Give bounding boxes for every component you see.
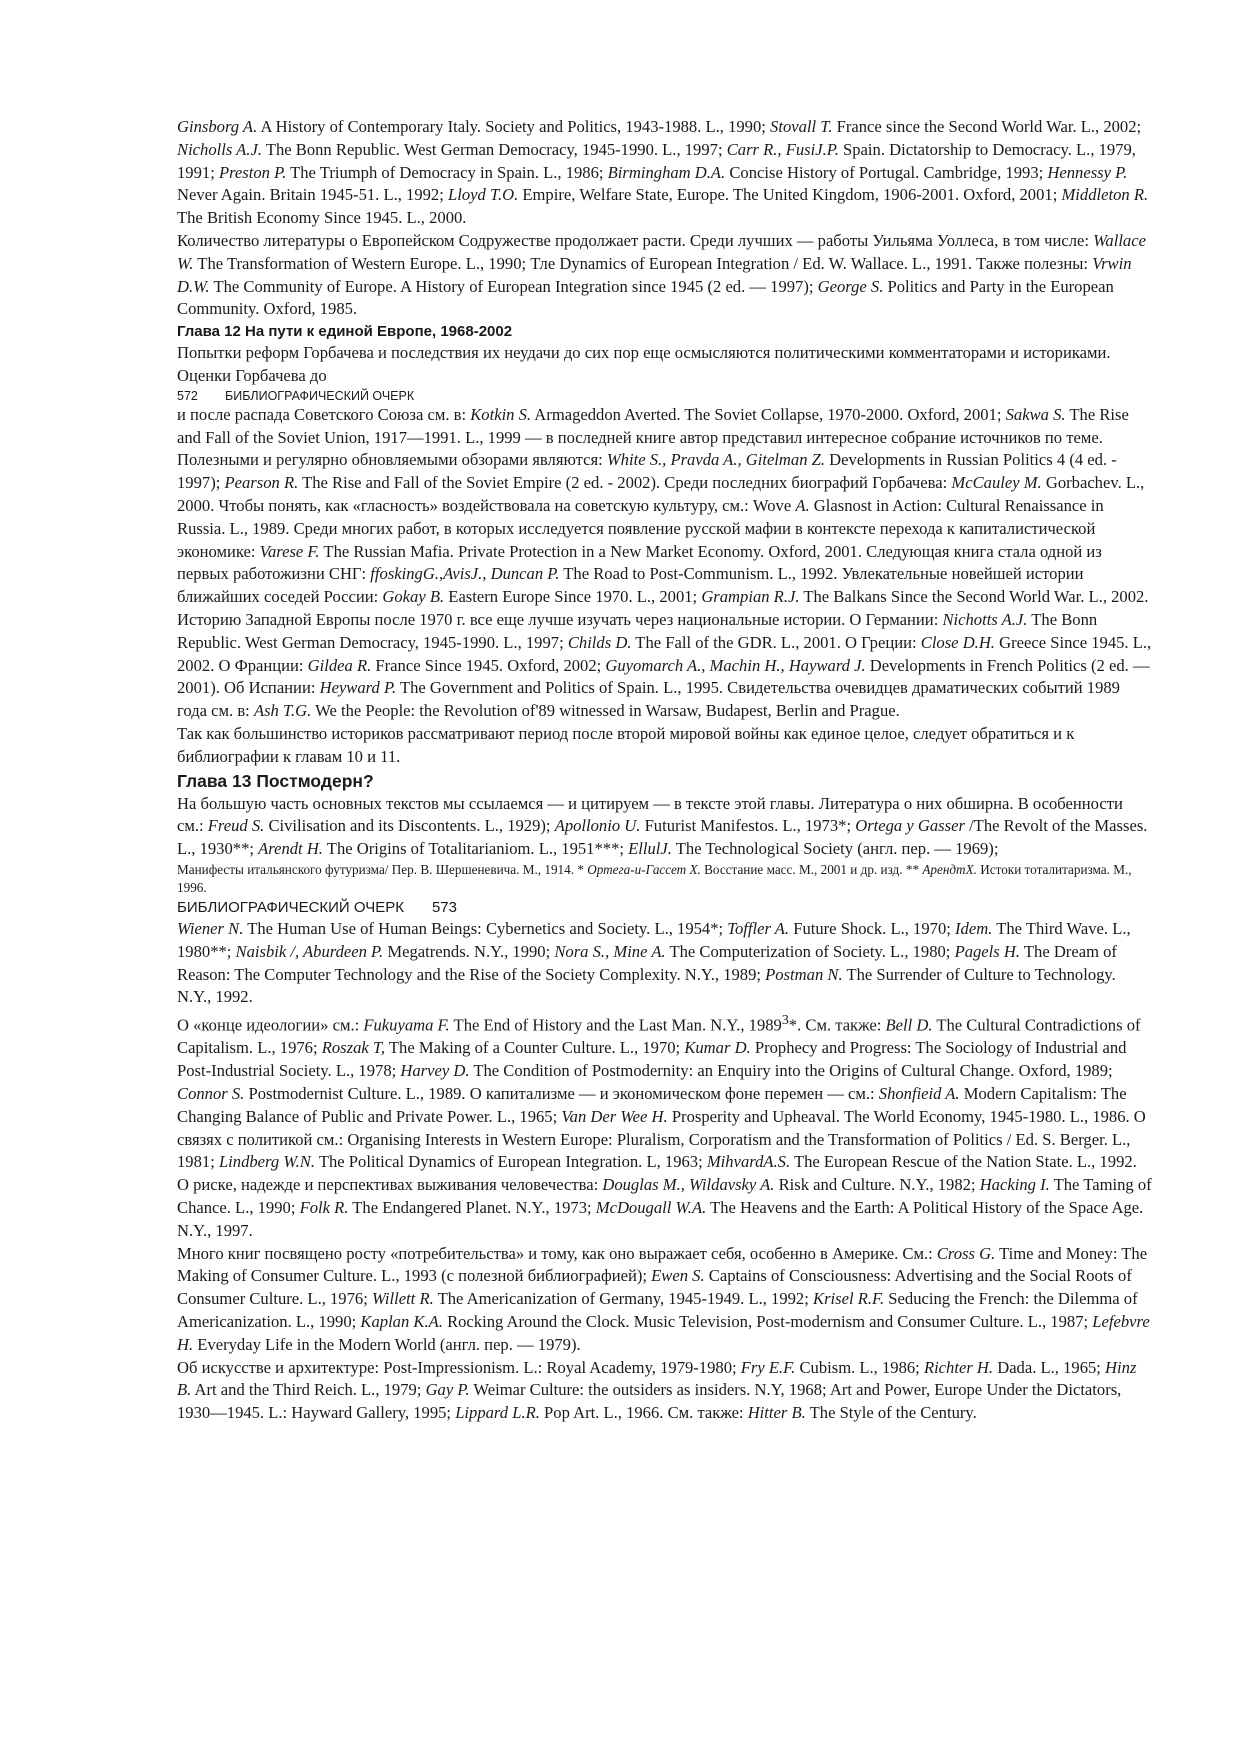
citation-text: Pop Art. L., 1966. См. также:	[539, 1403, 748, 1423]
citation-text: The Balkans Since the Second World War. L., 2002.	[799, 587, 1149, 607]
citation-text: Concise History of Portugal. Cambridge, 1993;	[725, 162, 1048, 182]
citation-text: The Government and Politics of Spain. L., 1995. Свидетельства очевидцев драматических событий 1989 года см. в:	[177, 678, 1120, 721]
citation-text: Gorbachev. L., 2000. Чтобы понять, как «гласность» воздействовала на советскую культуру, см.: Wove	[177, 473, 1145, 515]
citation-text: Историю Западной Европы после 1970 г. все еще лучше изучать через национальные истории. О Германии:	[177, 609, 943, 629]
bibliography-paragraph	[177, 609, 1152, 723]
bibliography-paragraph	[177, 230, 1152, 321]
citation-text: The Taming of Chance. L., 1990;	[177, 1175, 1152, 1217]
author-name: Kumar D.	[684, 1038, 751, 1058]
citation-text: Cubism. L., 1986;	[795, 1357, 924, 1377]
author-name: Middleton R.	[1061, 185, 1149, 205]
running-header	[177, 388, 1152, 404]
citation-text: Postmodernist Culture. L., 1989. О капитализме — и экономическом фоне перемен — см.:	[244, 1084, 879, 1104]
citation-text: Eastern Europe Since 1970. L., 2001;	[444, 587, 702, 607]
citation-text: Так как большинство историков рассматривают период после второй мировой войны как единое целое, следует обратиться и к библиографии к главам 10 и 11.	[177, 723, 1075, 766]
citation-text: The Bonn Republic. West German Democracy, 1945-1990. L., 1997;	[261, 139, 727, 159]
bibliography-paragraph	[177, 116, 1152, 230]
citation-text: Civilisation and its Discontents. L., 1929);	[264, 816, 555, 836]
citation-text: Rocking Around the Clock. Music Television, Post-modernism and Consumer Culture. L., 1987;	[442, 1311, 1093, 1331]
citation-text: Future Shock. L., 1970;	[789, 918, 956, 938]
bibliography-paragraph	[177, 1243, 1152, 1357]
author-name: Birmingham D.A.	[607, 162, 726, 182]
author-name: Nichotts A.J.	[942, 609, 1028, 629]
citation-text: Много книг посвящено росту «потребительства» и тому, как оно выражает себя, особенно в Америке. См.:	[177, 1243, 937, 1263]
author-name: Douglas M., Wildavsky A.	[602, 1175, 775, 1195]
citation-text: Developments in Russian Politics 4 (4 ed. - 1997);	[177, 450, 1117, 493]
citation-text: The Political Dynamics of European Integration. L, 1963;	[315, 1152, 707, 1172]
author-name: McCauley M.	[951, 473, 1042, 493]
author-name: Lindberg W.N.	[218, 1152, 315, 1172]
page-number: 572	[177, 388, 198, 403]
citation-text: На большую часть основных текстов мы ссылаемся — и цитируем — в тексте этой главы. Литература о них обширна. В особенности см.:	[177, 793, 1123, 836]
citation-text: France Since 1945. Oxford, 2002;	[371, 655, 606, 675]
page-number: 573	[431, 898, 457, 916]
citation-text: Empire, Welfare State, Europe. The United Kingdom, 1906-2001. Oxford, 2001;	[518, 185, 1062, 205]
citation-text: The Rise and Fall of the Soviet Union, 1917—1991. L., 1999 — в последней книге автор представил интересное собрание источников по теме. Полезными и регулярно обновляемыми обзорами являются:	[177, 404, 1129, 470]
citation-text: The Condition of Postmodernity: an Enquiry into the Origins of Cultural Change. Oxford, 1989;	[469, 1061, 1113, 1081]
author-name: McDougall W.A.	[595, 1198, 707, 1217]
author-name: Bell D.	[885, 1015, 933, 1035]
citation-text: The Cultural Contradictions of Capitalism. L., 1976;	[177, 1015, 1141, 1058]
bibliography-paragraph	[177, 1357, 1152, 1425]
author-name: George S.	[817, 276, 884, 296]
author-name: Toffler A.	[727, 918, 790, 938]
author-name: Ginsborg A.	[177, 117, 258, 136]
citation-text: Weimar Culture: the outsiders as insiders. N.Y, 1968; Art and Power, Europe Under the Dictators, 1930—1945. L.: Hayward Gallery, 1995;	[177, 1380, 1122, 1423]
footnote-marker: 3	[781, 1012, 789, 1028]
author-name: Hennessy P.	[1047, 162, 1128, 182]
author-name: ffoskingG.,AvisJ., Duncan P.	[370, 564, 560, 584]
citation-text: Developments in French Politics (2 ed. — 2001). Об Испании:	[177, 655, 1150, 698]
chapter-heading: Глава 12 На пути к единой Европе, 1968-2002	[177, 323, 513, 341]
citation-text: The Transformation of Western Europe. L., 1990; Тле Dynamics of European Integration / Ed. W. Wallace. L., 1991. Также полезны:	[193, 253, 1093, 273]
author-name: Wiener N.	[177, 918, 244, 938]
citation-text: Megatrends. N.Y., 1990;	[383, 941, 555, 961]
running-header	[177, 897, 1152, 918]
author-name: White S., Pravda A., Gitelman Z.	[606, 450, 826, 470]
author-name: Naisbik /, Aburdeen P.	[235, 941, 384, 961]
author-name: Ash T.G.	[253, 701, 312, 721]
bibliography-paragraph	[177, 1009, 1152, 1243]
bibliography-paragraph	[177, 918, 1152, 1009]
author-name: Stovall T.	[770, 117, 833, 136]
author-name: Richter H.	[923, 1357, 994, 1377]
citation-text: The British Economy Since 1945. L., 2000.	[177, 208, 467, 228]
author-name: Nicholls A.J.	[177, 139, 262, 159]
bibliography-paragraph	[177, 404, 1152, 609]
author-name: Close D.H.	[920, 632, 995, 652]
running-header-title: БИБЛИОГРАФИЧЕСКИЙ ОЧЕРК	[177, 898, 404, 916]
author-name: Guyomarch A., Machin H., Hayward J.	[605, 655, 866, 675]
author-name: Lefebvre H.	[177, 1311, 1150, 1354]
author-name: Lippard L.R.	[455, 1403, 540, 1423]
citation-text: The Heavens and the Earth: A Political History of the Space Age. N.Y., 1997.	[177, 1198, 1144, 1240]
citation-text: Captains of Consciousness: Advertising and the Social Roots of Consumer Culture. L., 1976;	[177, 1266, 1132, 1309]
author-name: Carr R., FusiJ.P.	[726, 139, 839, 159]
author-name: Ортега-и-Гассет X.	[587, 861, 701, 877]
document-page	[177, 116, 1152, 1425]
citation-text: The Computerization of Society. L., 1980;	[665, 941, 955, 961]
author-name: Van Der Wee H.	[561, 1106, 668, 1126]
citation-text: Prosperity and Upheaval. The World Economy, 1945-1980. L., 1986. О связях с политикой см.: Organising Interests in Western Europe: Pluralism, Corporatism and the Transformation of Politics / Ed. S. Berger. L., 1981;	[177, 1106, 1146, 1172]
author-name: Folk R.	[299, 1198, 349, 1217]
citation-text: Spain. Dictatorship to Democracy. L., 1979, 1991;	[177, 139, 1136, 182]
author-name: EllulJ.	[628, 839, 672, 859]
author-name: MihvardA.S.	[706, 1152, 791, 1172]
bibliography-paragraph	[177, 342, 1152, 388]
author-name: Idem.	[955, 918, 993, 938]
author-name: Harvey D.	[400, 1061, 470, 1081]
citation-text: The Rise and Fall of the Soviet Empire (2 ed. - 2002). Среди последних биографий Горбачева:	[298, 473, 952, 493]
citation-text: Prophecy and Progress: The Sociology of Industrial and Post-Industrial Society. L., 1978;	[177, 1038, 1127, 1081]
citation-text: Time and Money: The Making of Consumer Culture. L., 1993 (с полезной библиографией);	[177, 1243, 1148, 1286]
author-name: Arendt H.	[258, 839, 323, 859]
citation-text: The Style of the Century.	[805, 1403, 977, 1423]
author-name: Krisel R.F.	[813, 1289, 885, 1309]
citation-text: The Technological Society (англ. пер. — 1969);	[671, 839, 999, 859]
author-name: Apollonio U.	[554, 816, 641, 836]
citation-text: Modern Capitalism: The Changing Balance of Public and Private Power. L., 1965;	[177, 1084, 1127, 1126]
citation-text: France since the Second World War. L., 2002;	[832, 117, 1142, 136]
author-name: Ortega y Gasser	[855, 816, 965, 836]
citation-text: The Triumph of Democracy in Spain. L., 1986;	[286, 162, 608, 182]
citation-text: Armageddon Averted. The Soviet Collapse, 1970-2000. Oxford, 2001;	[531, 404, 1006, 424]
author-name: Hacking I.	[979, 1175, 1050, 1195]
citation-text: The Making of a Counter Culture. L., 1970;	[385, 1038, 685, 1058]
author-name: Willett R.	[371, 1289, 434, 1309]
author-name: Postman N.	[765, 964, 843, 984]
citation-text: Манифесты итальянского футуризма/ Пер. В. Шершеневича. М., 1914. *	[177, 861, 588, 877]
citation-text: The Russian Mafia. Private Protection in a New Market Economy. Oxford, 2001. Следующая книга стала одной из первых работожизни СНГ:	[177, 541, 1102, 584]
author-name: Preston P.	[218, 162, 287, 182]
author-name: Gay P.	[425, 1380, 470, 1400]
author-name: Vrwin D.W.	[177, 253, 1132, 296]
citation-text: The Dream of Reason: The Computer Technology and the Rise of the Society Complexity. N.Y., 1989;	[177, 941, 1117, 984]
author-name: Fry E.F.	[740, 1357, 796, 1377]
author-name: Shonfieid A.	[878, 1084, 960, 1104]
author-name: Kotkin S.	[470, 404, 532, 424]
author-name: Pagels H.	[954, 941, 1021, 961]
author-name: Kaplan K.A.	[360, 1311, 443, 1331]
citation-text: *. См. также:	[788, 1015, 886, 1035]
author-name: Varese F.	[259, 541, 320, 561]
author-name: Cross G.	[936, 1243, 996, 1263]
citation-text: Количество литературы о Европейском Содружестве продолжает расти. Среди лучших — работы Уильяма Уоллеса, в том числе:	[177, 230, 1094, 250]
citation-text: Greece Since 1945. L., 2002. О Франции:	[177, 632, 1152, 675]
author-name: Connor S.	[177, 1084, 245, 1104]
citation-text: We the People: the Revolution of'89 witnessed in Warsaw, Budapest, Berlin and Prague.	[311, 701, 900, 721]
citation-text: Попытки реформ Горбачева и последствия их неудачи до сих пор еще осмысляются политическими комментаторами и историками. Оценки Горбачева до	[177, 343, 1111, 385]
author-name: Childs D.	[567, 632, 632, 652]
author-name: Nora S., Mine A.	[554, 941, 666, 961]
citation-text: и после распада Советского Союза см. в:	[177, 404, 471, 424]
author-name: Sakwa S.	[1005, 404, 1066, 424]
citation-text: Futurist Manifestos. L., 1973*;	[640, 816, 856, 836]
author-name: Gokay B.	[382, 587, 445, 607]
citation-text: Politics and Party in the European Community. Oxford, 1985.	[177, 276, 1114, 319]
citation-text: A History of Contemporary Italy. Society and Politics, 1943-1988. L., 1990;	[257, 117, 771, 136]
bibliography-paragraph	[177, 793, 1152, 861]
citation-text: The Human Use of Human Beings: Cybernetics and Society. L., 1954*;	[243, 918, 728, 938]
author-name: Pearson R.	[224, 473, 299, 493]
author-name: Hinz B.	[177, 1357, 1137, 1400]
citation-text: The Surrender of Culture to Technology. N.Y., 1992.	[177, 964, 1116, 1007]
author-name: Lloyd T.O.	[448, 185, 519, 205]
author-name: A.	[795, 495, 810, 515]
footnote	[177, 861, 1152, 897]
citation-text: The Endangered Planet. N.Y., 1973;	[348, 1198, 596, 1217]
citation-text: Glasnost in Action: Cultural Renaissance in Russia. L., 1989. Среди многих работ, в которых исследуется появление русской мафии в контексте перехода к капиталистической экономике:	[177, 495, 1104, 561]
citation-text: Everyday Life in the Modern World (англ. пер. — 1979).	[193, 1334, 581, 1354]
author-name: Hitter B.	[747, 1403, 806, 1423]
citation-text: Art and the Third Reich. L., 1979;	[191, 1380, 426, 1400]
citation-text: The Bonn Republic. West German Democracy, 1945-1990. L., 1997;	[177, 609, 1098, 652]
citation-text: The Americanization of Germany, 1945-1949. L., 1992;	[433, 1289, 813, 1309]
citation-text: Seducing the French: the Dilemma of Americanization. L., 1990;	[177, 1289, 1138, 1331]
citation-text: The Road to Post-Communism. L., 1992. Увлекательные новейшей истории ближайших соседей России:	[177, 564, 1084, 607]
citation-text: Об искусстве и архитектуре: Post-Impressionism. L.: Royal Academy, 1979-1980;	[177, 1357, 741, 1377]
citation-text: Risk and Culture. N.Y., 1982;	[774, 1175, 980, 1195]
author-name: Roszak T,	[321, 1038, 386, 1058]
citation-text: Истоки тоталитаризма. М., 1996.	[177, 861, 1132, 895]
citation-text: The Origins of Totalitarianiom. L., 1951***;	[322, 839, 629, 859]
author-name: АрендтХ.	[922, 861, 977, 877]
running-header-title: БИБЛИОГРАФИЧЕСКИЙ ОЧЕРК	[225, 388, 415, 403]
author-name: Ewen S.	[651, 1266, 705, 1286]
citation-text: The European Rescue of the Nation State. L., 1992. О риске, надежде и перспективах выживания человечества:	[177, 1152, 1137, 1195]
author-name: Fukuyama F.	[363, 1015, 450, 1035]
citation-text: Never Again. Britain 1945-51. L., 1992;	[177, 185, 448, 205]
citation-text: The Third Wave. L., 1980**;	[177, 918, 1131, 961]
author-name: Wallace W.	[177, 230, 1146, 273]
citation-text: Восстание масс. М., 2001 и др. изд. **	[700, 861, 923, 877]
author-name: Grampian R.J.	[701, 587, 800, 607]
citation-text: The End of History and the Last Man. N.Y., 1989	[449, 1015, 782, 1035]
author-name: Heyward P.	[319, 678, 397, 698]
citation-text: О «конце идеологии» см.:	[177, 1015, 364, 1035]
citation-text: The Community of Europe. A History of European Integration since 1945 (2 ed. — 1997);	[209, 276, 818, 296]
citation-text: Dada. L., 1965;	[993, 1357, 1106, 1377]
citation-text: /The Revolt of the Masses. L., 1930**;	[177, 816, 1148, 859]
author-name: Gildea R.	[307, 655, 372, 675]
chapter-heading: Глава 13 Постмодерн?	[177, 770, 374, 791]
bibliography-paragraph	[177, 723, 1152, 769]
citation-text: The Fall of the GDR. L., 2001. О Греции:	[631, 632, 921, 652]
author-name: Freud S.	[207, 816, 265, 836]
